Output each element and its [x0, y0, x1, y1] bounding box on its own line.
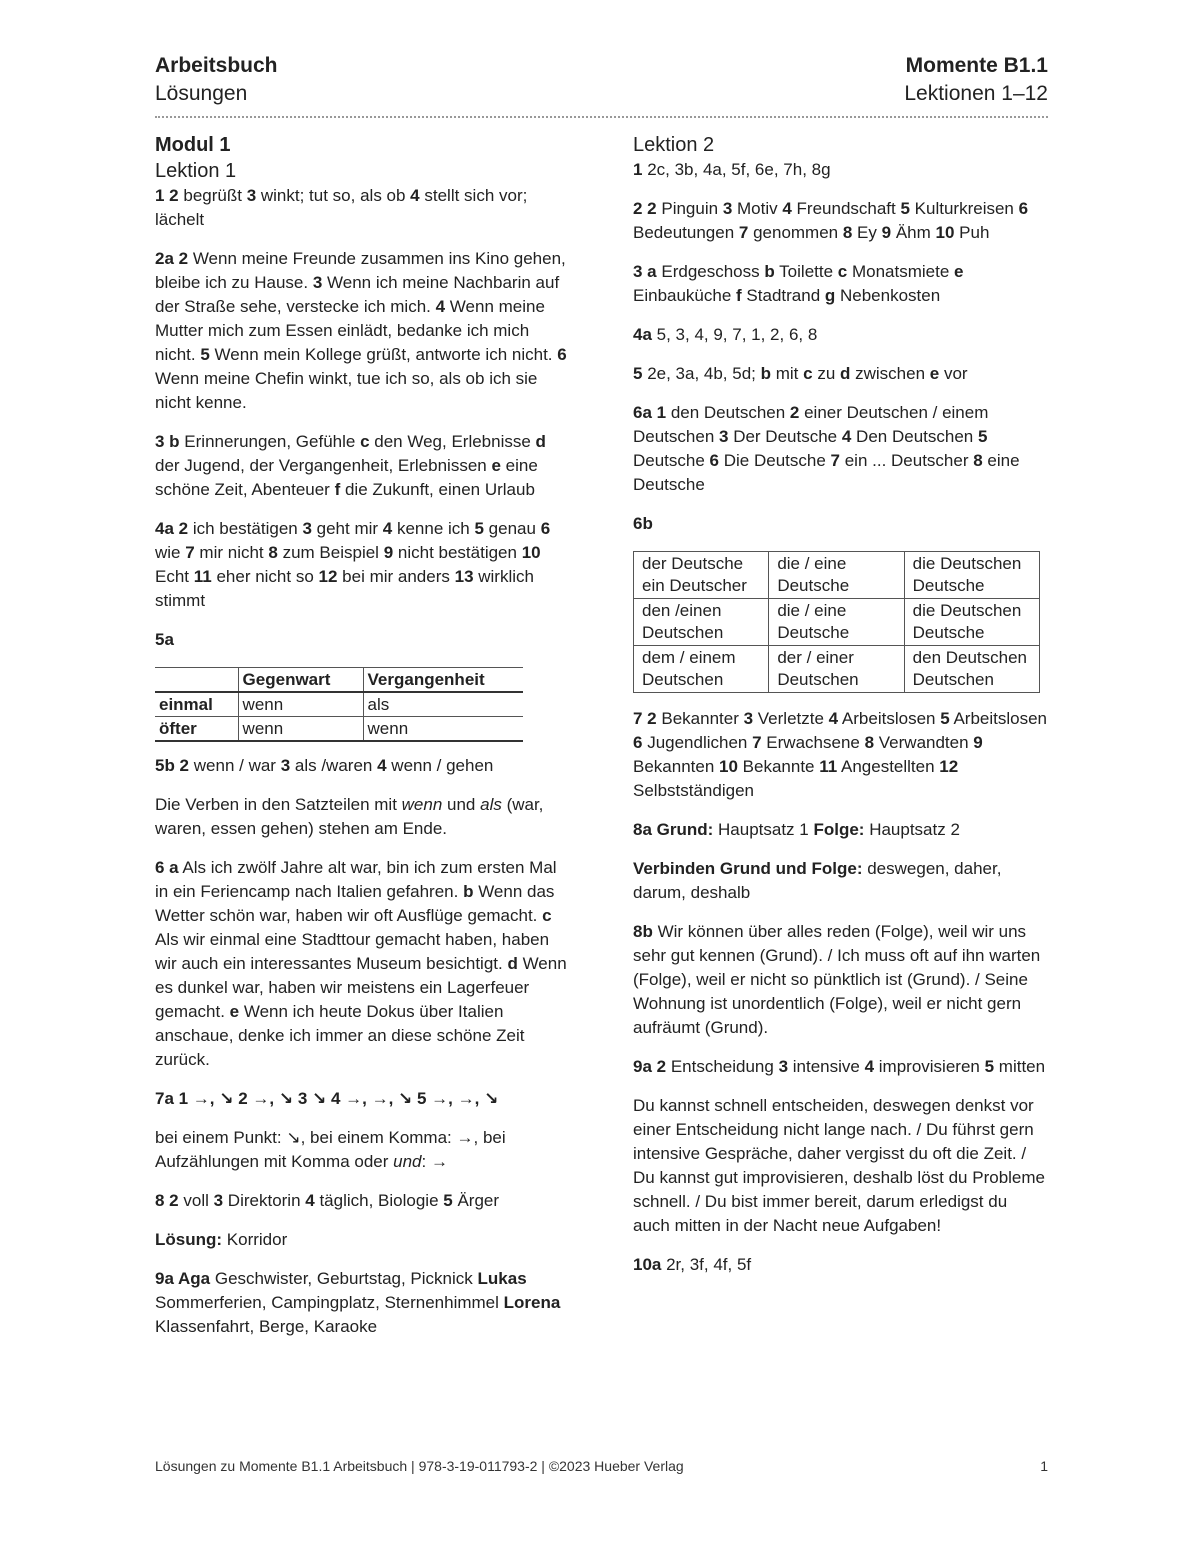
exercise-7a-note: bei einem Punkt: ↘, bei einem Komma: →, bei Aufzählungen mit Komma oder und: →: [155, 1128, 506, 1171]
header-divider: [155, 116, 1048, 118]
table-cell: als: [363, 692, 523, 717]
lektion-heading: Lektion 2: [633, 134, 715, 156]
course-title: Momente B1.1: [905, 54, 1048, 77]
exercise-8a: 8a Grund: Hauptsatz 1 Folge: Hauptsatz 2: [633, 820, 960, 839]
exercise-1: 1 2 begrüßt 3 winkt; tut so, als ob 4 stellt sich vor; lächelt: [155, 186, 528, 229]
table-cell: öfter: [155, 717, 238, 742]
table-cell: die / eine Deutsche: [769, 599, 904, 646]
exercise-6a: 6a 1 den Deutschen 2 einer Deutschen / einem Deutschen 3 Der Deutsche 4 Den Deutschen 5 Deutsche 6 Die Deutsche 7 ein ... Deutscher 8 eine Deutsche: [633, 403, 1020, 494]
table-cell: [155, 668, 238, 693]
exercise-6a: 6 a Als ich zwölf Jahre alt war, bin ich zum ersten Mal in ein Feriencamp nach Italien gefahren. b Wenn das Wetter schön war, haben wir oft Ausflüge gemacht. c Als wir einmal eine Stadttour gemacht haben, haben wir auch ein interessantes Museum besichtigt. d Wenn es dunkel war, haben wir meistens ein Lagerfeuer gemacht. e Wenn ich heute Dokus über Italien anschaue, denke ich immer an diese schöne Zeit zurück.: [155, 858, 567, 1069]
header-right: [904, 52, 1048, 108]
exercise-5b-note: Die Verben in den Satzteilen mit wenn und als (war, waren, essen gehen) stehen am Ende.: [155, 795, 544, 838]
table-cell: die Deutschen Deutsche: [904, 599, 1039, 646]
exercise-10a: 10a 2r, 3f, 4f, 5f: [633, 1255, 752, 1274]
exercise-5a-label: 5a: [155, 630, 174, 649]
table-cell: die Deutschen Deutsche: [904, 552, 1039, 599]
table-cell: wenn: [238, 717, 363, 742]
table-cell: dem / einem Deutschen: [634, 646, 769, 693]
table-cell: wenn: [238, 692, 363, 717]
course-range: Lektionen 1–12: [904, 82, 1048, 105]
exercise-6b-label: 6b: [633, 514, 653, 533]
exercise-3b: 3 b Erinnerungen, Gefühle c den Weg, Erlebnisse d der Jugend, der Vergangenheit, Erlebnissen e eine schöne Zeit, Abenteuer f die Zukunft, einen Urlaub: [155, 432, 546, 499]
table-cell: wenn: [363, 717, 523, 742]
exercise-7a: 7a 1 →, ↘ 2 →, ↘ 3 ↘ 4 →, →, ↘ 5 →, →, ↘: [155, 1089, 499, 1108]
table-row: [634, 552, 1040, 599]
exercise-4a: 4a 5, 3, 4, 9, 7, 1, 2, 6, 8: [633, 325, 818, 344]
table-cell: der Deutsche ein Deutscher: [634, 552, 769, 599]
exercise-8a-connectors: Verbinden Grund und Folge: deswegen, daher, darum, deshalb: [633, 859, 1002, 902]
exercise-9a: 9a 2 Entscheidung 3 intensive 4 improvisieren 5 mitten: [633, 1057, 1046, 1076]
solution: Lösung: Korridor: [155, 1230, 288, 1249]
exercise-9a: 9a Aga Geschwister, Geburtstag, Picknick Lukas Sommerferien, Campingplatz, Sternenhimmel Lorena Klassenfahrt, Berge, Karaoke: [155, 1269, 561, 1336]
table-header-row: [155, 668, 523, 693]
table-row: [634, 599, 1040, 646]
exercise-2: 2 2 Pinguin 3 Motiv 4 Freundschaft 5 Kulturkreisen 6 Bedeutungen 7 genommen 8 Ey 9 Ähm 10 Puh: [633, 199, 1029, 242]
exercise-8b: 8b Wir können über alles reden (Folge), weil wir uns sehr gut kennen (Grund). / Ich muss oft auf ihn warten (Folge), weil er nicht so pünktlich ist (Grund). / Seine Wohnung ist unordentlich (Folge), weil er nicht gern aufräumt (Grund).: [633, 922, 1041, 1037]
footer-text: Lösungen zu Momente B1.1 Arbeitsbuch | 978-3-19-011793-2 | ©2023 Hueber Verlag: [155, 1458, 684, 1474]
table-row: [155, 717, 523, 742]
table-cell: Gegenwart: [238, 668, 363, 693]
exercise-5: 5 2e, 3a, 4b, 5d; b mit c zu d zwischen e vor: [633, 364, 968, 383]
exercise-5b: 5b 2 wenn / war 3 als /waren 4 wenn / gehen: [155, 756, 494, 775]
exercise-2a: 2a 2 Wenn meine Freunde zusammen ins Kino gehen, bleibe ich zu Hause. 3 Wenn ich meine Nachbarin auf der Straße sehe, verstecke ich mich. 4 Wenn meine Mutter mich zum Essen einlädt, bedanke ich mich nicht. 5 Wenn mein Kollege grüßt, antworte ich nicht. 6 Wenn meine Chefin winkt, tue ich so, als ob ich sie nicht kenne.: [155, 249, 567, 412]
header-left: [155, 52, 278, 108]
book-subtitle: Lösungen: [155, 82, 248, 105]
left-column: [155, 132, 570, 1354]
exercise-4a: 4a 2 ich bestätigen 3 geht mir 4 kenne ich 5 genau 6 wie 7 mir nicht 8 zum Beispiel 9 nicht bestätigen 10 Echt 11 eher nicht so 12 bei mir anders 13 wirklich stimmt: [155, 519, 551, 610]
table-6b: [633, 551, 1040, 693]
right-column: [633, 132, 1048, 1292]
exercise-9a-note: Du kannst schnell entscheiden, deswegen denkst vor einer Entscheidung nicht lange nach. / Du führst gern intensive Gespräche, daher vergisst du oft die Zeit. / Du kannst gut improvisieren, deshalb löst du Probleme schnell. / Du bist immer bereit, darum erledigst du auch mitten in der Nacht neue Aufgaben!: [633, 1096, 1045, 1235]
exercise-1: 1 2c, 3b, 4a, 5f, 6e, 7h, 8g: [633, 160, 831, 179]
exercise-8: 8 2 voll 3 Direktorin 4 täglich, Biologie 5 Ärger: [155, 1191, 500, 1210]
book-title: Arbeitsbuch: [155, 54, 278, 77]
table-cell: der / einer Deutschen: [769, 646, 904, 693]
table-cell: Vergangenheit: [363, 668, 523, 693]
table-row: [634, 646, 1040, 693]
page-number: 1: [1040, 1458, 1048, 1474]
table-cell: die / eine Deutsche: [769, 552, 904, 599]
modul-heading: Modul 1: [155, 134, 231, 156]
table-cell: einmal: [155, 692, 238, 717]
lektion-heading: Lektion 1: [155, 160, 237, 182]
table-cell: den /einen Deutschen: [634, 599, 769, 646]
exercise-7: 7 2 Bekannter 3 Verletzte 4 Arbeitslosen 5 Arbeitslosen 6 Jugendlichen 7 Erwachsene 8 Verwandten 9 Bekannten 10 Bekannte 11 Angestellten 12 Selbstständigen: [633, 709, 1048, 800]
exercise-3: 3 a Erdgeschoss b Toilette c Monatsmiete e Einbauküche f Stadtrand g Nebenkosten: [633, 262, 964, 305]
table-row: [155, 692, 523, 717]
table-5a: [155, 667, 523, 742]
table-cell: den Deutschen Deutschen: [904, 646, 1039, 693]
